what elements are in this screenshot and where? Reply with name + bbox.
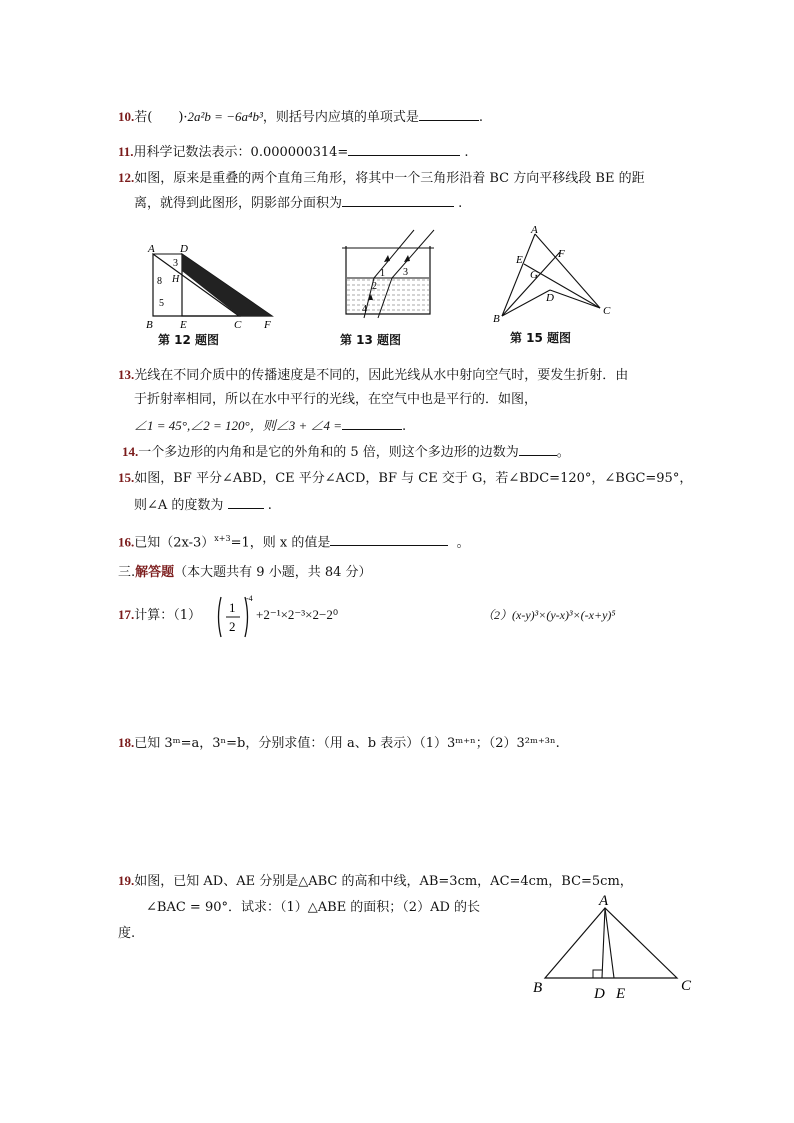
label-D: D [180, 243, 188, 255]
label-2: 2 [372, 281, 377, 292]
question-text: 已知 3ᵐ=a，3ⁿ=b，分别求值：（用 a、b 表示）（1）3ᵐ⁺ⁿ；（2）3²ᵐ⁺³ⁿ. [134, 736, 560, 751]
fraction-exponent: -4 [246, 594, 253, 603]
question-tail: 。 [556, 445, 570, 460]
label-4: 4 [362, 304, 367, 315]
question-text-line3: ∠1 = 45°,∠2 = 120°，则∠3 + ∠4 = [134, 418, 342, 433]
figure-13-caption: 第 13 题图 [340, 333, 402, 347]
label-1: 1 [380, 268, 385, 279]
section-note: （本大题共有 9 小题，共 84 分） [174, 565, 372, 580]
label-3: 3 [173, 258, 178, 269]
fraction-denominator: 2 [229, 619, 236, 634]
question-12 [118, 169, 645, 188]
question-14 [122, 443, 570, 462]
label-C: C [681, 978, 692, 994]
question-text-line2: 离，就得到此图形，阴影部分面积为 [134, 196, 343, 211]
label-E: E [180, 319, 187, 330]
question-number: 14. [122, 444, 139, 459]
label-F: F [558, 248, 565, 260]
question-19-cont [146, 899, 480, 917]
question-text-line1: 如图，已知 AD、AE 分别是△ABC 的高和中线，AB=3cm，AC=4cm，BC=5cm， [134, 874, 633, 889]
label-A: A [148, 243, 155, 255]
question-tail: 。 [456, 535, 470, 551]
answer-blank[interactable] [348, 143, 460, 156]
answer-blank[interactable] [419, 108, 479, 121]
question-13-cont [134, 391, 537, 409]
figure-15-caption: 第 15 题图 [510, 331, 572, 345]
question-17-part2 [482, 606, 616, 624]
question-text: 一个多边形的内角和是它的外角和的 5 倍，则这个多边形的边数为 [138, 445, 519, 460]
section-title: 解答题 [135, 564, 175, 579]
question-text-line2: 于折射率相同，所以在水中平行的光线，在空气中也是平行的．如图， [134, 392, 538, 407]
question-number: 17. [118, 607, 135, 622]
question-text-line1: 如图，BF 平分∠ABD，CE 平分∠ACD，BF 与 CE 交于 G，若∠BDC=120°，∠BGC=95°， [134, 471, 693, 486]
question-number: 15. [118, 470, 135, 485]
math-expression: +2⁻¹×2⁻³×2−2⁰ [256, 607, 339, 622]
figure-12 [140, 240, 285, 330]
question-number: 18. [118, 735, 135, 750]
section-number: 三. [118, 565, 136, 580]
question-text-line2: ∠BAC = 90°．试求：（1）△ABE 的面积；（2）AD 的长 [146, 900, 481, 915]
question-17 [118, 606, 201, 625]
label-D: D [546, 292, 554, 304]
question-text: ，则括号内应填的单项式是 [262, 110, 419, 125]
question-text-line1: 光线在不同介质中的传播速度是不同的，因此光线从水中射向空气时，要发生折射．由 [134, 368, 629, 383]
figure-15 [490, 222, 620, 327]
question-text-line1: 如图，原来是重叠的两个直角三角形，将其中一个三角形沿着 BC 方向平移线段 BE 的距 [134, 171, 645, 186]
question-15-cont: 则∠A 的度数为 . [134, 498, 272, 513]
question-16 [118, 530, 470, 552]
math-expression-2: （2）(x-y)³×(y-x)³×(-x+y)⁵ [482, 608, 616, 622]
question-15 [118, 469, 692, 488]
question-10: 10.若( )·2a²b = −6a⁴b³，则括号内应填的单项式是 . [118, 109, 484, 125]
question-text: =1，则 x 的值是 [230, 535, 331, 551]
label-E: E [616, 986, 626, 1002]
label-H: H [172, 274, 180, 285]
question-prefix: 计算：（1） [134, 608, 202, 623]
question-prefix: 已知（2x-3） [134, 535, 215, 551]
answer-blank[interactable] [330, 533, 448, 546]
question-19-cont2 [118, 925, 135, 943]
label-B: B [533, 980, 543, 996]
answer-blank[interactable] [342, 194, 454, 207]
label-C: C [603, 305, 611, 317]
question-19 [118, 872, 633, 891]
question-18 [118, 734, 560, 753]
question-number: 10. [118, 109, 135, 124]
label-B: B [493, 313, 500, 325]
figure-19 [525, 890, 700, 1005]
label-D: D [594, 986, 605, 1002]
math-expression: 2a²b = −6a⁴b³ [187, 109, 263, 124]
question-number: 19. [118, 873, 135, 888]
question-number: 11. [118, 144, 134, 159]
answer-blank[interactable] [519, 443, 557, 456]
label-8: 8 [157, 276, 162, 287]
fraction-numerator: 1 [229, 600, 236, 615]
figure-12-caption: 第 12 题图 [158, 333, 220, 347]
exponent: x+3 [214, 534, 231, 543]
fraction-one-half [215, 593, 255, 641]
label-5: 5 [159, 298, 164, 309]
label-C: C [234, 319, 242, 330]
question-text: 用科学记数法表示：0.000000314= [133, 145, 349, 160]
question-number: 16. [118, 534, 135, 550]
question-11: 11.用科学记数法表示：0.000000314= . [118, 144, 469, 160]
question-prefix: 若( )· [134, 110, 188, 125]
label-F: F [264, 319, 271, 330]
label-A: A [531, 224, 538, 236]
figure-13 [334, 228, 444, 323]
question-12-cont: 离，就得到此图形，阴影部分面积为 . [134, 196, 463, 211]
answer-blank[interactable] [228, 496, 264, 509]
question-number: 13. [118, 367, 135, 382]
label-B: B [146, 319, 153, 330]
question-13 [118, 366, 628, 385]
label-E: E [516, 254, 523, 266]
label-3: 3 [403, 267, 408, 278]
question-13-cont2: ∠1 = 45°,∠2 = 120°，则∠3 + ∠4 = . [134, 418, 407, 434]
answer-blank[interactable] [342, 417, 402, 430]
section-header [118, 563, 372, 582]
question-17-expression [256, 606, 338, 624]
label-G: G [530, 269, 538, 281]
question-number: 12. [118, 170, 135, 185]
question-text-line2: 则∠A 的度数为 [134, 498, 224, 513]
label-A: A [599, 893, 609, 909]
question-text-line3: 度. [118, 926, 136, 941]
